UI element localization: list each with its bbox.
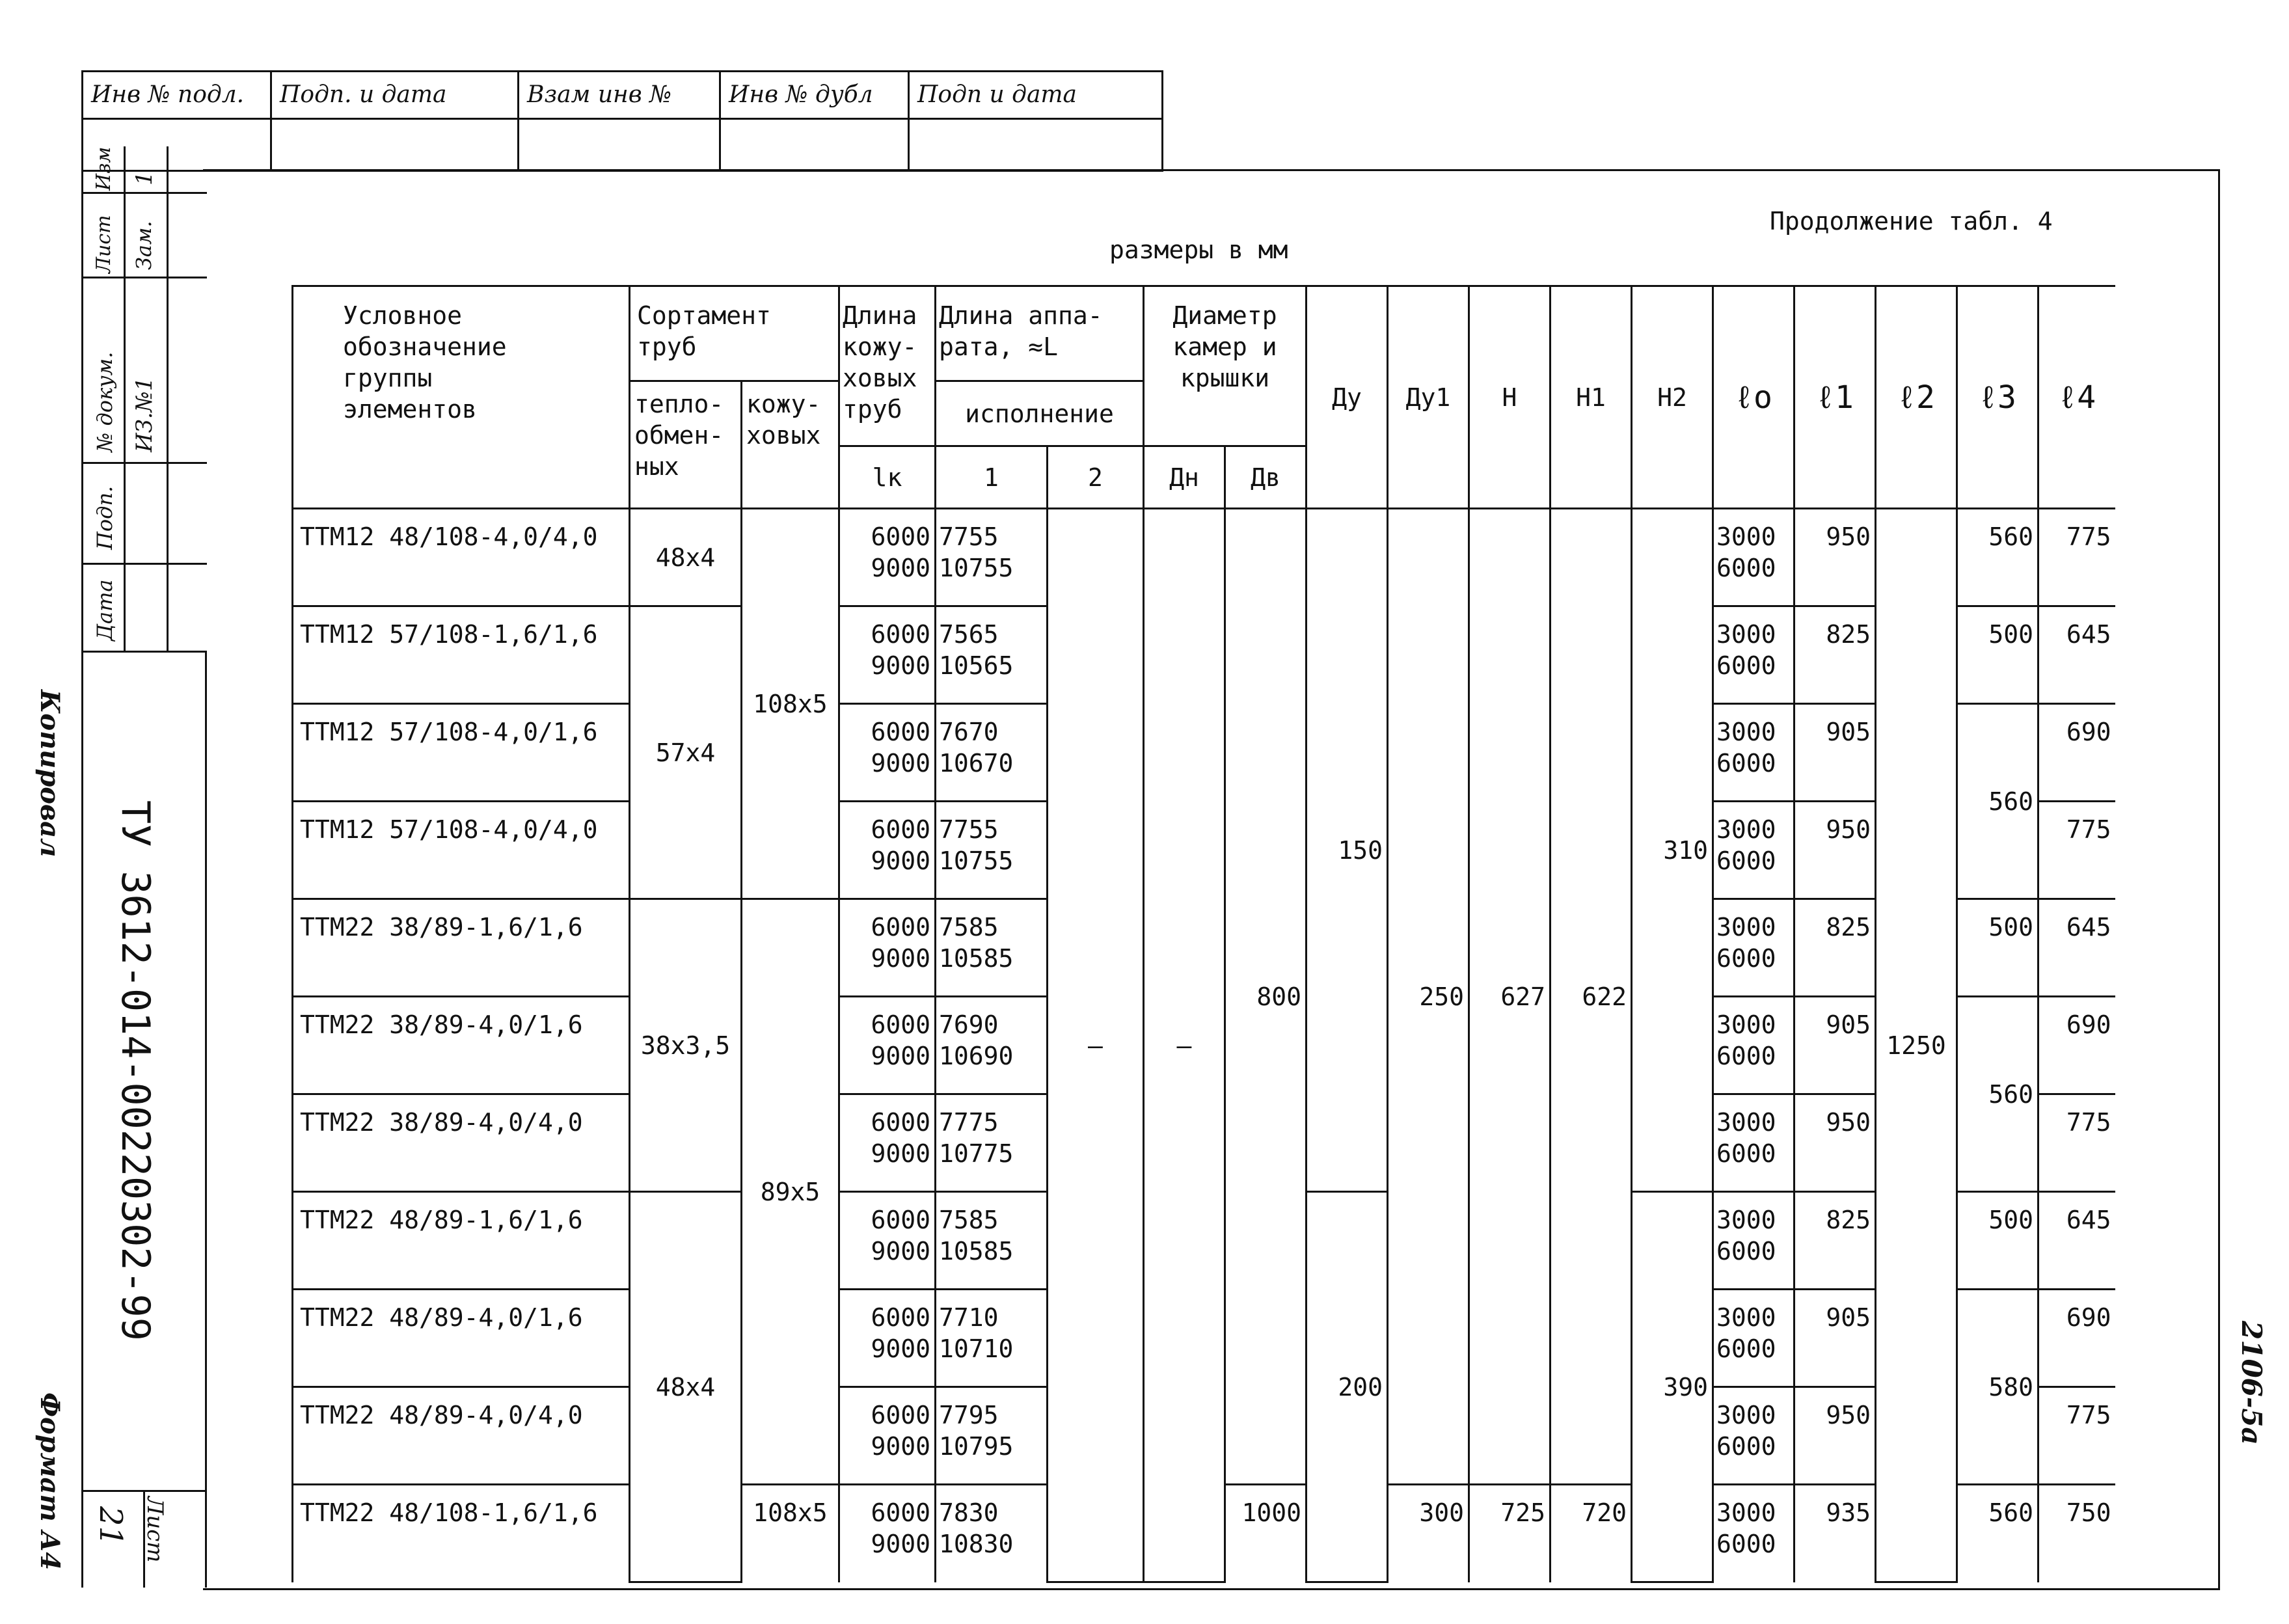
- l3-value: 500: [1957, 606, 2038, 704]
- kozhux-value: 108x5: [742, 509, 839, 899]
- group-name: ТТМ22 48/89-4,0/4,0: [293, 1387, 630, 1485]
- L-value: 7710 10710: [936, 1290, 1048, 1387]
- margin-note: 2106-5а: [2236, 1321, 2268, 1445]
- l1-value: 905: [1795, 704, 1876, 802]
- teplo-value: 57x4: [630, 606, 742, 899]
- l4-value: 775: [2038, 1387, 2115, 1485]
- dn-value: –: [1144, 509, 1225, 1582]
- du-value: 200: [1307, 1192, 1388, 1582]
- stamp-inv-podl: Инв № подл.: [83, 72, 272, 118]
- col-header-dn: Дн: [1144, 446, 1225, 509]
- lk-value: 6000 9000: [839, 606, 936, 704]
- col-header-l2: ℓ2: [1876, 286, 1957, 509]
- stamp-podp-data-2: Подп и дата: [910, 72, 1163, 118]
- l3-value: 560: [1957, 1485, 2038, 1582]
- group-name: ТТМ12 57/108-4,0/1,6: [293, 704, 630, 802]
- dv-value: 1000: [1225, 1485, 1307, 1582]
- lk-value: 6000 9000: [839, 1485, 936, 1582]
- L-value: 7585 10585: [936, 899, 1048, 997]
- group-name: ТТМ22 38/89-1,6/1,6: [293, 899, 630, 997]
- stamp-blank: [272, 118, 519, 170]
- format-label: Формат А4: [34, 1392, 65, 1571]
- l0-value: 3000 6000: [1713, 704, 1795, 802]
- l4-value: 775: [2038, 509, 2115, 606]
- group-name: ТТМ12 57/108-1,6/1,6: [293, 606, 630, 704]
- l1-value: 905: [1795, 1290, 1876, 1387]
- l0-value: 3000 6000: [1713, 1094, 1795, 1192]
- l1-value: 950: [1795, 1094, 1876, 1192]
- header-text: Сортамент труб: [637, 301, 771, 361]
- strip-label-list: Лист: [92, 215, 115, 273]
- l4-value: 775: [2038, 802, 2115, 899]
- isp2-value: –: [1048, 509, 1144, 1582]
- stamp-inv-dubl: Инв № дубл: [721, 72, 910, 118]
- l1-value: 950: [1795, 509, 1876, 606]
- l0-value: 3000 6000: [1713, 1192, 1795, 1290]
- du1-value: 250: [1388, 509, 1469, 1485]
- col-header-kozhux: [742, 381, 839, 509]
- h1-value: 622: [1551, 509, 1632, 1485]
- header-text: Длина кожу-ховых труб: [843, 301, 917, 424]
- l4-value: 750: [2038, 1485, 2115, 1582]
- col-header-lk: lк: [839, 446, 936, 509]
- teplo-value: 48x4: [630, 1192, 742, 1582]
- l0-value: 3000 6000: [1713, 606, 1795, 704]
- lk-value: 6000 9000: [839, 1387, 936, 1485]
- lk-value: 6000 9000: [839, 1094, 936, 1192]
- L-value: 7670 10670: [936, 704, 1048, 802]
- group-name: ТТМ22 48/108-1,6/1,6: [293, 1485, 630, 1582]
- col-header-isp: исполнение: [936, 381, 1144, 446]
- l4-value: 690: [2038, 997, 2115, 1094]
- table-row: [293, 509, 2115, 606]
- header-text: Условное обозначение группы элементов: [343, 301, 507, 424]
- l4-value: 690: [2038, 704, 2115, 802]
- teplo-value: 38x3,5: [630, 899, 742, 1192]
- kozhux-value: 89x5: [742, 899, 839, 1485]
- col-header-dlina-kozh: [839, 286, 936, 446]
- lk-value: 6000 9000: [839, 1290, 936, 1387]
- l4-value: 690: [2038, 1290, 2115, 1387]
- l0-value: 3000 6000: [1713, 509, 1795, 606]
- L-value: 7755 10755: [936, 802, 1048, 899]
- h-value: 627: [1469, 509, 1551, 1485]
- l4-value: 775: [2038, 1094, 2115, 1192]
- revision-strip: [81, 146, 207, 1588]
- l3-value: 500: [1957, 899, 2038, 997]
- l2-value: 1250: [1876, 509, 1957, 1582]
- stamp-blank: [519, 118, 721, 170]
- dimensions-table: [291, 285, 2115, 1583]
- col-header-l4: ℓ4: [2038, 286, 2115, 509]
- l4-value: 645: [2038, 1192, 2115, 1290]
- header-text: тепло-обмен-ных: [634, 390, 724, 481]
- col-header-du: Ду: [1307, 286, 1388, 509]
- stamp-podp-data: Подп. и дата: [272, 72, 519, 118]
- group-name: ТТМ22 48/89-4,0/1,6: [293, 1290, 630, 1387]
- header-text: кожу-ховых: [746, 390, 821, 450]
- kozhux-value: 108x5: [742, 1485, 839, 1582]
- col-header-sortament: [630, 286, 839, 381]
- l1-value: 825: [1795, 1192, 1876, 1290]
- group-name: ТТМ22 48/89-1,6/1,6: [293, 1192, 630, 1290]
- col-header-dlina-app: [936, 286, 1144, 381]
- strip-label-dokum: № докум.: [92, 351, 117, 452]
- l1-value: 950: [1795, 802, 1876, 899]
- title-stamp: [81, 70, 1163, 172]
- l1-value: 935: [1795, 1485, 1876, 1582]
- col-header-isp2: 2: [1048, 446, 1144, 509]
- h1-value: 720: [1551, 1485, 1632, 1582]
- l3-value: 560: [1957, 997, 2038, 1192]
- l0-value: 3000 6000: [1713, 899, 1795, 997]
- l0-value: 3000 6000: [1713, 1485, 1795, 1582]
- header-text: Длина аппа-рата, ≈L: [939, 301, 1103, 361]
- lk-value: 6000 9000: [839, 997, 936, 1094]
- dv-value: 800: [1225, 509, 1307, 1485]
- L-value: 7690 10690: [936, 997, 1048, 1094]
- l1-value: 905: [1795, 997, 1876, 1094]
- l1-value: 950: [1795, 1387, 1876, 1485]
- col-header-h: Н: [1469, 286, 1551, 509]
- l3-value: 560: [1957, 509, 2038, 606]
- stamp-blank: [721, 118, 910, 170]
- col-header-teplo: [630, 381, 742, 509]
- col-header-du1: Ду1: [1388, 286, 1469, 509]
- col-header-h2: Н2: [1632, 286, 1713, 509]
- sheet-label: Лист: [142, 1496, 168, 1563]
- strip-label-podp: Подп.: [92, 485, 117, 550]
- l0-value: 3000 6000: [1713, 1387, 1795, 1485]
- l0-value: 3000 6000: [1713, 802, 1795, 899]
- l3-value: 560: [1957, 704, 2038, 899]
- col-header-dv: Дв: [1225, 446, 1307, 509]
- l4-value: 645: [2038, 606, 2115, 704]
- strip-label-data: Дата: [92, 579, 117, 641]
- stamp-vzam-inv: Взам инв №: [519, 72, 721, 118]
- lk-value: 6000 9000: [839, 899, 936, 997]
- l0-value: 3000 6000: [1713, 1290, 1795, 1387]
- lk-value: 6000 9000: [839, 704, 936, 802]
- h-value: 725: [1469, 1485, 1551, 1582]
- l0-value: 3000 6000: [1713, 997, 1795, 1094]
- l1-value: 825: [1795, 606, 1876, 704]
- l1-value: 825: [1795, 899, 1876, 997]
- col-header-group: [293, 286, 630, 509]
- col-header-diam: [1144, 286, 1307, 446]
- l3-value: 500: [1957, 1192, 2038, 1290]
- l4-value: 645: [2038, 899, 2115, 997]
- col-header-l1: ℓ1: [1795, 286, 1876, 509]
- units-label: размеры в мм: [1109, 236, 1288, 264]
- lk-value: 6000 9000: [839, 509, 936, 606]
- lk-value: 6000 9000: [839, 1192, 936, 1290]
- sheet-number: 21: [92, 1506, 129, 1547]
- l3-value: 580: [1957, 1290, 2038, 1485]
- continuation-label: Продолжение табл. 4: [1770, 207, 2053, 236]
- col-header-isp1: 1: [936, 446, 1048, 509]
- group-name: ТТМ22 38/89-4,0/1,6: [293, 997, 630, 1094]
- stamp-blank: [910, 118, 1163, 170]
- L-value: 7795 10795: [936, 1387, 1048, 1485]
- du-value: 150: [1307, 509, 1388, 1192]
- L-value: 7585 10585: [936, 1192, 1048, 1290]
- strip-mark-zam: Зам.: [131, 221, 156, 270]
- header-text: Диаметр камер и крышки: [1172, 301, 1277, 392]
- lk-value: 6000 9000: [839, 802, 936, 899]
- L-value: 7755 10755: [936, 509, 1048, 606]
- du1-value: 300: [1388, 1485, 1469, 1582]
- group-name: ТТМ22 38/89-4,0/4,0: [293, 1094, 630, 1192]
- col-header-h1: Н1: [1551, 286, 1632, 509]
- group-name: ТТМ12 57/108-4,0/4,0: [293, 802, 630, 899]
- doc-code: ТУ 3612-014-00220302-99: [113, 800, 158, 1341]
- strip-mark-izv: ИЗ.№1: [131, 377, 157, 452]
- col-header-l0: ℓо: [1713, 286, 1795, 509]
- copied-by: Копировал: [34, 690, 65, 858]
- teplo-value: 48x4: [630, 509, 742, 606]
- h2-value: 390: [1632, 1192, 1713, 1582]
- strip-mark-1: 1: [131, 171, 157, 185]
- group-name: ТТМ12 48/108-4,0/4,0: [293, 509, 630, 606]
- L-value: 7775 10775: [936, 1094, 1048, 1192]
- L-value: 7830 10830: [936, 1485, 1048, 1582]
- strip-label-izm: Изм: [92, 146, 115, 191]
- h2-value: 310: [1632, 509, 1713, 1192]
- col-header-l3: ℓ3: [1957, 286, 2038, 509]
- L-value: 7565 10565: [936, 606, 1048, 704]
